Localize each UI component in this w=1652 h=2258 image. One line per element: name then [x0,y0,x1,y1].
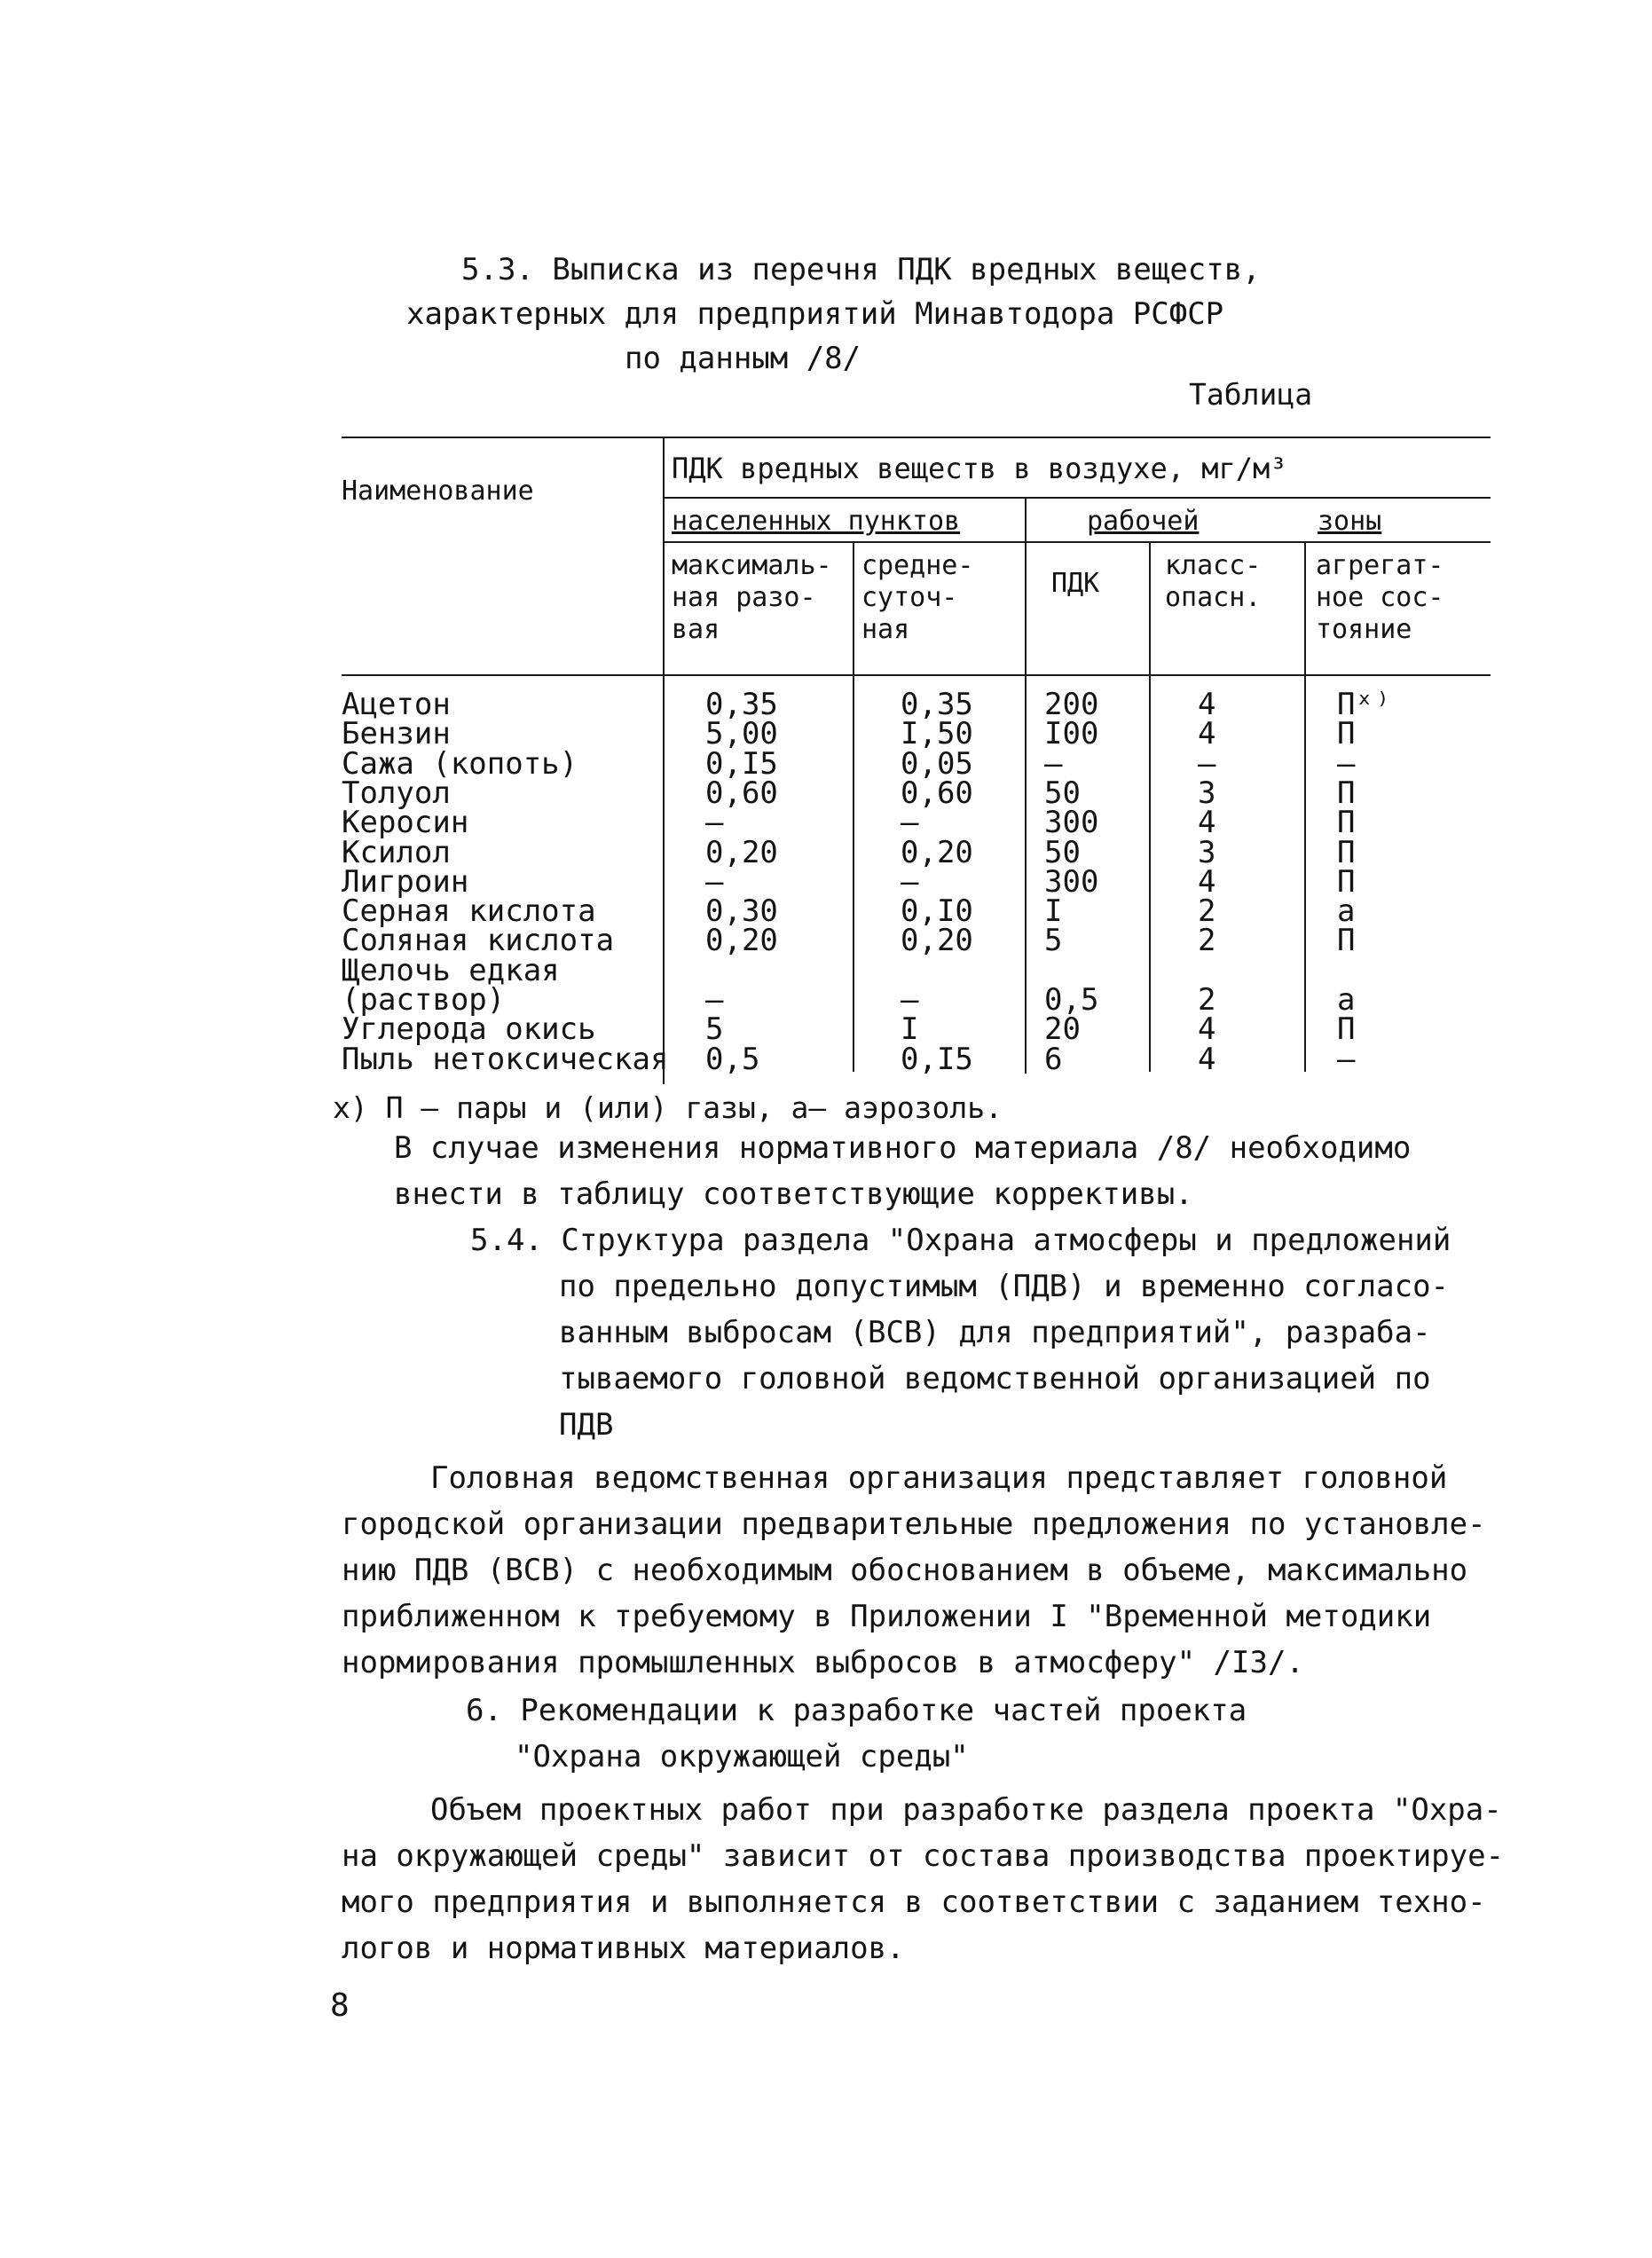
cell-daily-avg: 0,20 [901,834,973,870]
table-top-rule [342,437,1491,438]
table-body [342,689,1491,1080]
cell-pdk: 5 [1044,923,1063,959]
section-6-line-2: "Охрана окружающей среды" [515,1739,969,1774]
table-row [342,923,1491,959]
para1-line-4: приближенном к требуемому в Приложении I "Временной методики [342,1599,1432,1634]
note-line-1: В случае изменения нормативного материала /8/ необходимо [394,1130,1412,1166]
group-header-rule [663,497,1491,499]
cell-aggregate: П [1337,1011,1356,1048]
cell-name: Сажа (копоть) [342,745,578,782]
table-row [342,982,1491,1018]
cell-name: Серная кислота [342,893,596,930]
header-max-single-text: максималь- ная разо- вая [672,550,832,645]
cell-max-single: 0,20 [705,834,778,870]
cell-name: Соляная кислота [342,923,615,959]
para2-line-3: мого предприятия и выполняется в соответствии с заданием техно- [342,1884,1486,1920]
cell-name: Бензин [342,716,451,752]
heading-line-1: 5.3. Выписка из перечня ПДК вредных веществ, [461,252,1261,287]
cell-name: Ацетон [342,687,451,722]
cell-hazard-class: 2 [1198,923,1216,959]
header-group: ПДК вредных веществ в воздухе, мг/м³ [672,452,1287,485]
header-hazard-class [1165,550,1261,614]
table-row [342,1041,1491,1077]
note-line-2: внести в таблицу соответствующие коррективы. [394,1176,1193,1212]
page-number: 8 [330,1987,350,2024]
table-row [342,1011,1491,1048]
para1-line-2: городской организации предварительные предложения по установле- [342,1507,1486,1542]
cell-pdk: – [1044,745,1063,782]
cell-aggregate: – [1337,745,1356,782]
section-5-4-line-5: ПДВ [559,1407,614,1443]
section-5-4-line-2: по предельно допустимым (ПДВ) и временно согласо- [559,1269,1450,1304]
cell-max-single: 0,5 [705,1041,760,1077]
section-5-4-line-4: тываемого головной ведомственной организацией по [559,1361,1431,1396]
table-row [342,716,1491,752]
cell-pdk: 300 [1044,863,1099,900]
table-row [342,775,1491,811]
heading-line-3: по данным /8/ [625,341,861,376]
cell-aggregate: а [1337,982,1356,1018]
cell-name: Щелочь едкая [342,952,560,988]
section-6-line-1: 6. Рекомендации к разработке частей проекта [466,1693,1247,1728]
cell-daily-avg: 0,I5 [901,1041,973,1077]
cell-hazard-class: 3 [1198,775,1216,811]
header-pdk: ПДК [1051,568,1100,599]
footnote: х) П – пары и (или) газы, а– аэрозоль. [333,1090,1003,1125]
cell-aggregate: Пˣ⁾ [1337,687,1392,722]
cell-hazard-class: 2 [1198,982,1216,1018]
para2-line-2: на окружающей среды" зависит от состава производства проектируе- [342,1838,1505,1874]
para2-line-4: логов и нормативных материалов. [342,1931,905,1966]
cell-pdk: 0,5 [1044,982,1099,1018]
header-zone: зоны [1318,506,1382,537]
cell-daily-avg: 0,20 [901,923,973,959]
cell-daily-avg: 0,35 [901,687,973,722]
header-max-single [672,550,832,646]
cell-max-single: 0,20 [705,923,778,959]
cell-max-single: – [705,982,724,1018]
cell-daily-avg: I,50 [901,716,973,752]
section-5-4-line-3: ванным выбросам (ВСВ) для предприятий", разраба- [559,1315,1431,1350]
cell-aggregate: а [1337,893,1356,930]
cell-daily-avg: – [901,805,919,841]
cell-pdk: I00 [1044,716,1099,752]
cell-daily-avg: 0,60 [901,775,973,811]
cell-daily-avg: – [901,863,919,900]
cell-hazard-class: 4 [1198,805,1216,841]
cell-daily-avg: 0,I0 [901,893,973,930]
para2-line-1: Объем проектных работ при разработке раздела проекта "Охра- [430,1792,1502,1828]
cell-hazard-class: 4 [1198,1011,1216,1048]
cell-aggregate: П [1337,805,1356,841]
header-populated: населенных пунктов [672,506,961,537]
cell-max-single: 5 [705,1011,724,1048]
cell-daily-avg: – [901,982,919,1018]
cell-hazard-class: 4 [1198,863,1216,900]
cell-name: Лигроин [342,863,469,900]
cell-max-single: 0,35 [705,687,778,722]
cell-pdk: 6 [1044,1041,1063,1077]
header-name: Наименование [342,476,534,507]
table-row [342,893,1491,930]
cell-hazard-class: 4 [1198,716,1216,752]
cell-aggregate: П [1337,834,1356,870]
header-daily-avg [861,550,973,646]
cell-pdk: 200 [1044,687,1099,722]
cell-pdk: 300 [1044,805,1099,841]
pdk-table [342,437,1491,1084]
cell-name: Толуол [342,775,451,811]
cell-aggregate: П [1337,863,1356,900]
section-5-4-line-1: 5.4. Структура раздела "Охрана атмосферы и предложений [470,1223,1451,1258]
table-label: Таблица [1189,377,1313,412]
table-row [342,687,1491,722]
para1-line-1: Головная ведомственная организация представляет головной [430,1460,1448,1496]
cell-max-single: 5,00 [705,716,778,752]
cell-name: Углерода окись [342,1011,596,1048]
cell-aggregate: П [1337,716,1356,752]
cell-aggregate: П [1337,775,1356,811]
subgroup-rule [663,541,1491,543]
cell-name: Ксилол [342,834,451,870]
cell-name: (раствор) [342,982,506,1018]
cell-hazard-class: – [1198,745,1216,782]
header-aggregate-text: агрегат- ное сос- тояние [1316,550,1444,645]
table-row [342,745,1491,782]
cell-max-single: – [705,805,724,841]
header-work: рабочей [1087,506,1200,537]
header-bottom-rule [342,674,1491,676]
header-aggregate [1316,550,1444,646]
cell-hazard-class: 4 [1198,1041,1216,1077]
para1-line-3: нию ПДВ (ВСВ) с необходимым обоснованием в объеме, максимально [342,1553,1468,1588]
cell-pdk: 50 [1044,834,1081,870]
header-daily-avg-text: средне- суточ- ная [861,550,974,645]
header-hazard-class-text: класс- опасн. [1165,550,1262,613]
table-row [342,805,1491,841]
cell-name: Керосин [342,805,469,841]
table-row [342,863,1491,900]
cell-hazard-class: 3 [1198,834,1216,870]
cell-aggregate: – [1337,1041,1356,1077]
cell-pdk: 50 [1044,775,1081,811]
cell-pdk: I [1044,893,1063,930]
cell-max-single: 0,30 [705,893,778,930]
cell-daily-avg: I [901,1011,919,1048]
table-row [342,952,1491,988]
cell-max-single: 0,60 [705,775,778,811]
cell-max-single: – [705,863,724,900]
cell-name: Пыль нетоксическая [342,1041,669,1077]
cell-aggregate: П [1337,923,1356,959]
table-row [342,834,1491,870]
para1-line-5: нормирования промышленных выбросов в атмосферу" /I3/. [342,1645,1304,1680]
cell-hazard-class: 2 [1198,893,1216,930]
cell-pdk: 20 [1044,1011,1081,1048]
cell-max-single: 0,I5 [705,745,778,782]
cell-daily-avg: 0,05 [901,745,973,782]
heading-line-2: характерных для предприятий Минавтодора РСФСР [406,296,1224,332]
cell-hazard-class: 4 [1198,687,1216,722]
